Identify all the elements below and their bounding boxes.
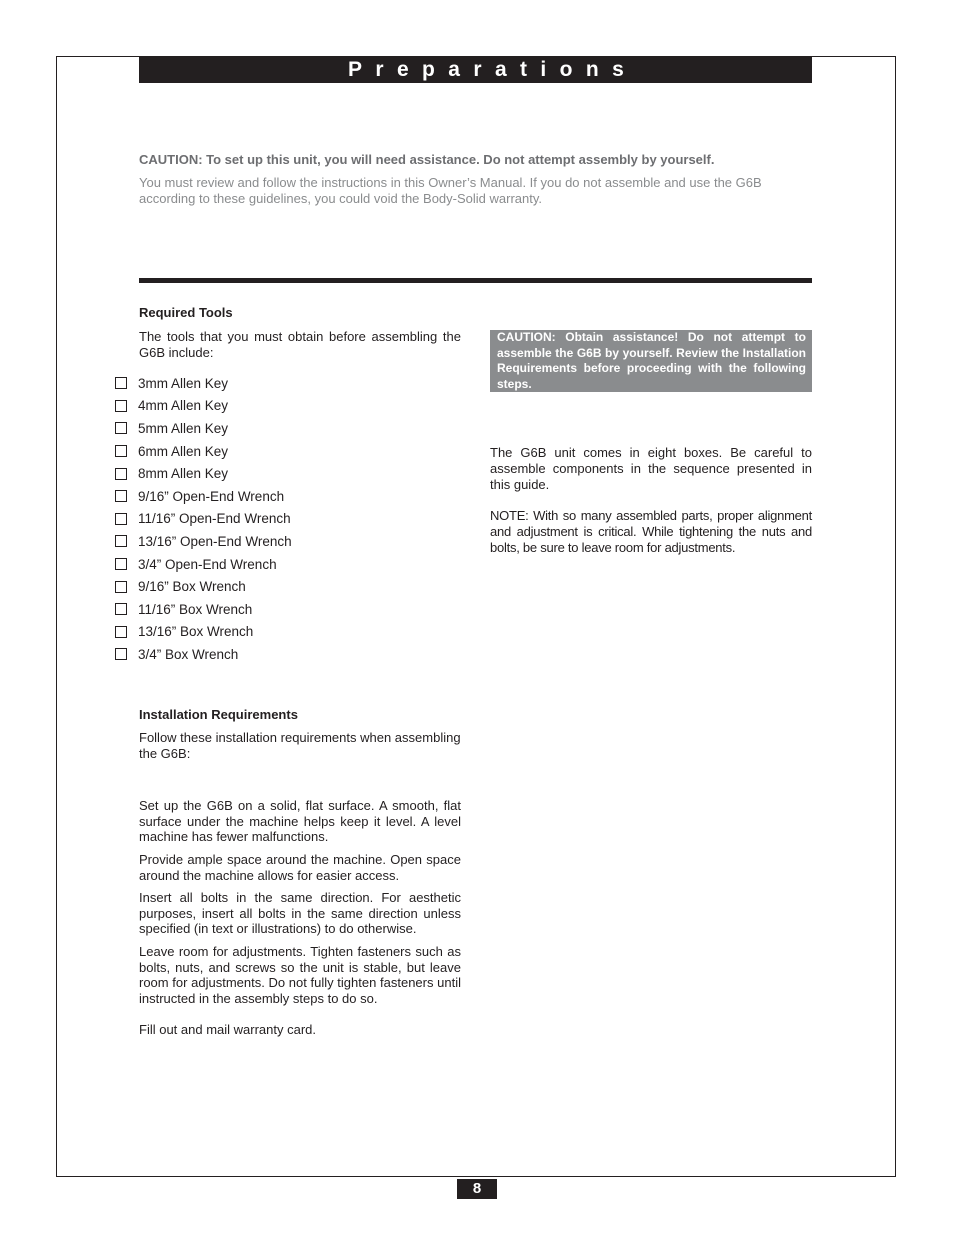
checkbox[interactable] — [115, 535, 127, 547]
tool-label: 9/16” Box Wrench — [138, 579, 246, 595]
tool-item — [115, 621, 292, 644]
requirement-paragraph: Leave room for adjustments. Tighten fasteners such as bolts, nuts, and screws so the unit is stable, but leave room for adjustments. Do not fully tighten fasteners until instructed in the assembly steps to do so. — [139, 944, 461, 1006]
tool-item — [115, 575, 292, 598]
section-divider — [139, 278, 812, 283]
required-tools-intro: The tools that you must obtain before assembling the G6B include: — [139, 329, 461, 360]
checkbox[interactable] — [115, 445, 127, 457]
checkbox[interactable] — [115, 400, 127, 412]
tool-item — [115, 372, 292, 395]
tool-item — [115, 417, 292, 440]
checkbox[interactable] — [115, 626, 127, 638]
tool-label: 3mm Allen Key — [138, 375, 229, 391]
checkbox[interactable] — [115, 377, 127, 389]
checkbox[interactable] — [115, 490, 127, 502]
requirement-paragraph: Insert all bolts in the same direction. For aesthetic purposes, insert all bolts in the same direction unless specified (in text or illustrations) to do otherwise. — [139, 890, 461, 936]
installation-intro: Follow these installation requirements when assembling the G6B: — [139, 730, 461, 761]
checkbox[interactable] — [115, 603, 127, 615]
tool-item — [115, 553, 292, 576]
tool-item — [115, 462, 292, 485]
checkbox[interactable] — [115, 558, 127, 570]
caution-callout-box — [490, 330, 812, 392]
checkbox[interactable] — [115, 648, 127, 660]
page-title: Preparations — [348, 58, 638, 81]
requirement-paragraph: Provide ample space around the machine. Open space around the machine allows for easier access. — [139, 852, 461, 883]
tool-label: 13/16” Open-End Wrench — [138, 533, 292, 549]
caution-callout-text: CAUTION: Obtain assistance! Do not attempt to assemble the G6B by yourself. Review the Installation Requirements before proceeding with the following steps. — [497, 330, 806, 391]
caution-heading: CAUTION: To set up this unit, you will need assistance. Do not attempt assembly by yourself. — [139, 152, 715, 167]
page-number: 8 — [457, 1179, 497, 1199]
tool-checklist — [115, 372, 292, 666]
tool-label: 5mm Allen Key — [138, 420, 229, 436]
requirement-paragraph: Set up the G6B on a solid, flat surface. A smooth, flat surface under the machine helps keep it level. A level machine has fewer malfunctions. — [139, 798, 461, 844]
tool-label: 6mm Allen Key — [138, 443, 229, 459]
requirement-paragraph: Fill out and mail warranty card. — [139, 1022, 317, 1037]
tool-item — [115, 485, 292, 508]
installation-requirements-heading: Installation Requirements — [139, 707, 298, 722]
checkbox[interactable] — [115, 581, 127, 593]
tool-item — [115, 598, 292, 621]
boxes-paragraph: The G6B unit comes in eight boxes. Be careful to assemble components in the sequence presented in this guide. — [490, 445, 812, 492]
tool-item — [115, 395, 292, 418]
caution-body: You must review and follow the instructions in this Owner’s Manual. If you do not assemble and use the G6B according to these guidelines, you could void the Body-Solid warranty. — [139, 175, 762, 206]
tool-label: 9/16” Open-End Wrench — [138, 488, 285, 504]
tool-item — [115, 530, 292, 553]
tool-item — [115, 440, 292, 463]
tool-item — [115, 643, 292, 666]
tool-label: 4mm Allen Key — [138, 398, 229, 414]
tool-label: 8mm Allen Key — [138, 466, 229, 482]
tool-item — [115, 508, 292, 531]
tool-label: 13/16” Box Wrench — [138, 624, 254, 640]
tool-label: 11/16” Open-End Wrench — [138, 511, 291, 527]
tool-label: 11/16” Box Wrench — [138, 601, 253, 617]
checkbox[interactable] — [115, 422, 127, 434]
tool-label: 3/4” Open-End Wrench — [138, 556, 277, 572]
checkbox[interactable] — [115, 513, 127, 525]
tool-label: 3/4” Box Wrench — [138, 646, 239, 662]
title-bar — [139, 57, 812, 83]
checkbox[interactable] — [115, 468, 127, 480]
required-tools-heading: Required Tools — [139, 305, 233, 320]
note-paragraph: NOTE: With so many assembled parts, proper alignment and adjustment is critical. While tightening the nuts and bolts, be sure to leave room for adjustments. — [490, 508, 812, 555]
